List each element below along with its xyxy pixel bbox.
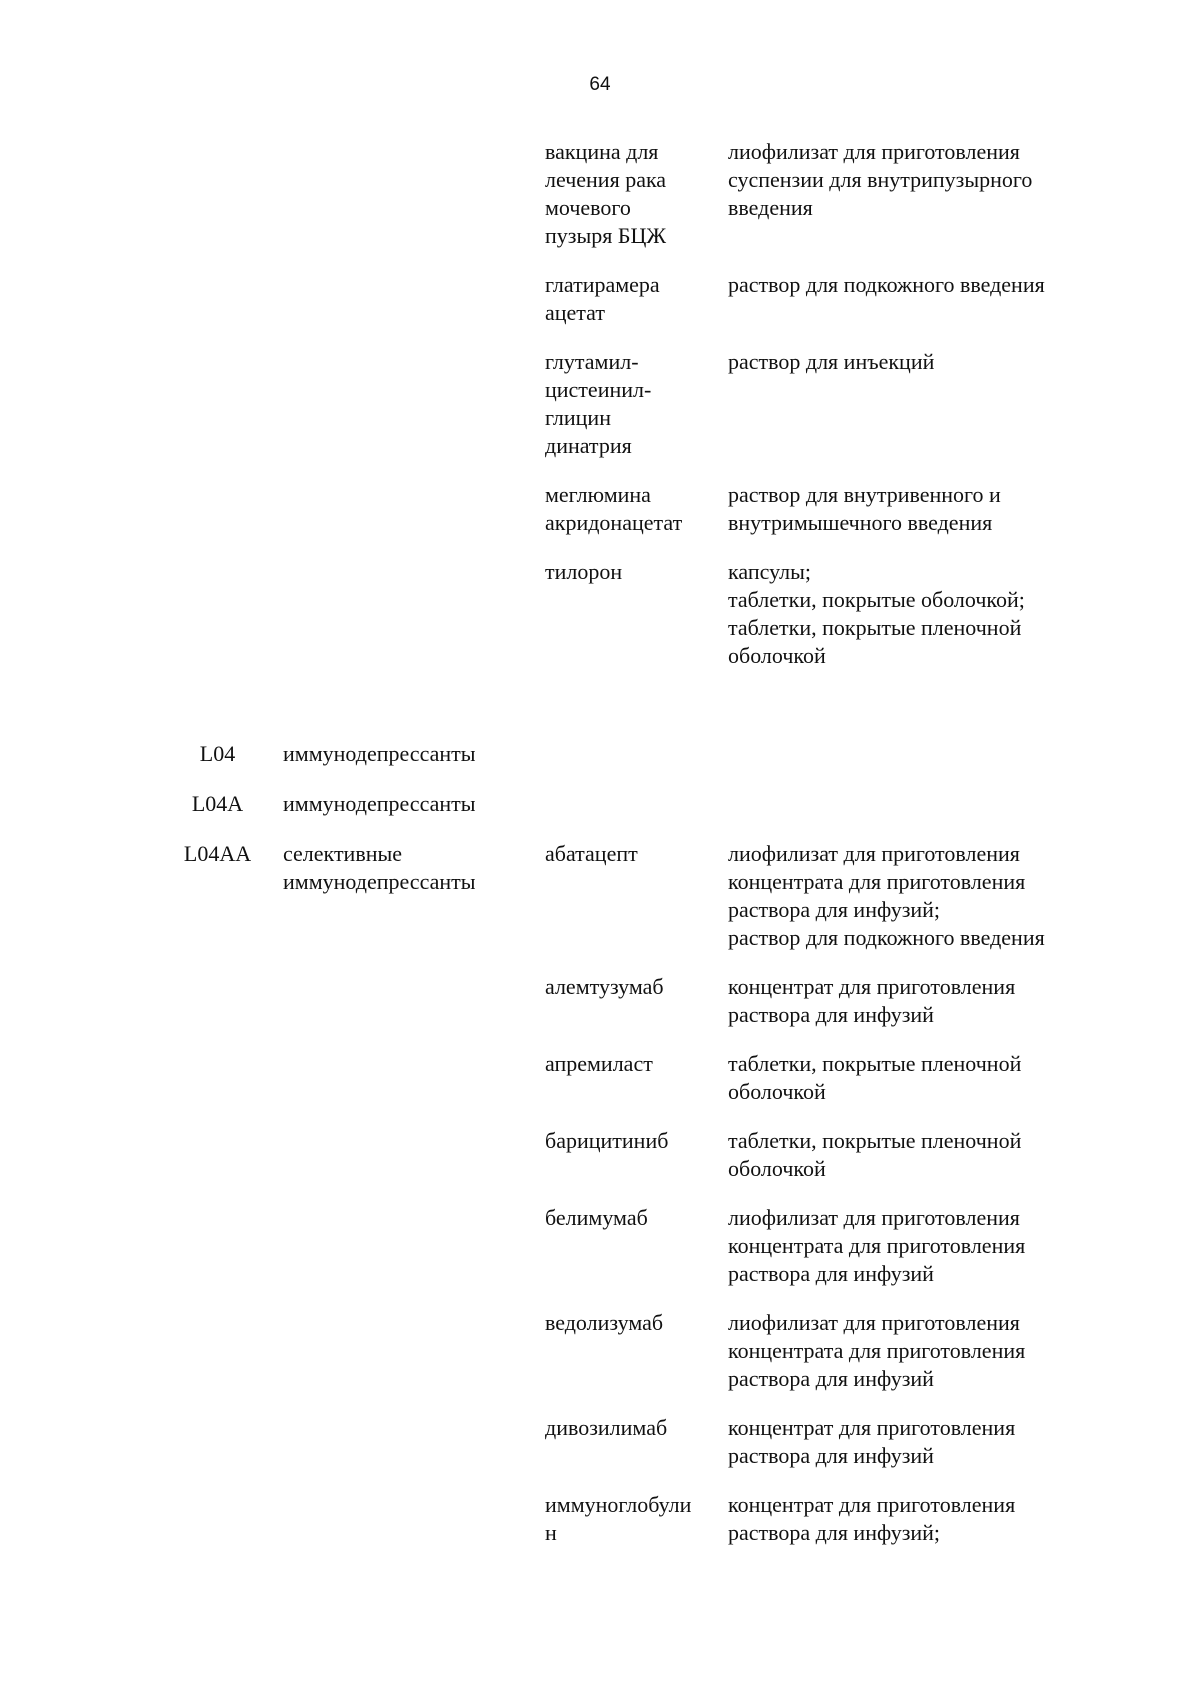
drug-name: меглюмина акридонацетат — [545, 482, 683, 535]
atc-code: L04A — [191, 791, 244, 816]
dosage-form: лиофилизат для приготовления суспензии для внутрипузырного введения — [728, 139, 1033, 220]
dosage-form: раствор для внутривенного и внутримышечного введения — [728, 482, 1001, 535]
drug-name: глутамил- цистеинил- глицин динатрия — [545, 349, 652, 458]
dosage-form: лиофилизат для приготовления концентрата для приготовления раствора для инфузий — [728, 1310, 1026, 1391]
drug-name: глатирамера ацетат — [545, 272, 660, 325]
drug-name: дивозилимаб — [545, 1415, 668, 1440]
dosage-form: капсулы; таблетки, покрытые оболочкой; таблетки, покрытые пленочной оболочкой — [728, 559, 1025, 668]
dosage-form: таблетки, покрытые пленочной оболочкой — [728, 1128, 1022, 1181]
drug-name: тилорон — [545, 559, 623, 584]
drug-name: алемтузумаб — [545, 974, 664, 999]
drug-name: абатацепт — [545, 841, 638, 866]
page-number: 64 — [589, 74, 611, 95]
atc-group: селективные иммунодепрессанты — [283, 841, 476, 894]
atc-group: иммунодепрессанты — [283, 791, 476, 816]
dosage-form: раствор для инъекций — [728, 349, 935, 374]
dosage-form: лиофилизат для приготовления концентрата для приготовления раствора для инфузий — [728, 1205, 1026, 1286]
dosage-form: концентрат для приготовления раствора для инфузий — [728, 974, 1016, 1027]
dosage-form: лиофилизат для приготовления концентрата для приготовления раствора для инфузий; раствор для подкожного введения — [728, 841, 1045, 950]
dosage-form: таблетки, покрытые пленочной оболочкой — [728, 1051, 1022, 1104]
atc-code: L04AA — [183, 841, 252, 866]
atc-code: L04 — [199, 741, 236, 766]
drug-name: ведолизумаб — [545, 1310, 664, 1335]
dosage-form: раствор для подкожного введения — [728, 272, 1045, 297]
drug-name: апремиласт — [545, 1051, 653, 1076]
drug-name: иммуноглобули н — [545, 1492, 692, 1545]
drug-name: барицитиниб — [545, 1128, 669, 1153]
dosage-form: концентрат для приготовления раствора для инфузий — [728, 1415, 1016, 1468]
drug-name: белимумаб — [545, 1205, 648, 1230]
atc-group: иммунодепрессанты — [283, 741, 476, 766]
drug-name: вакцина для лечения рака мочевого пузыря БЦЖ — [545, 139, 667, 248]
dosage-form: концентрат для приготовления раствора для инфузий; — [728, 1492, 1016, 1545]
